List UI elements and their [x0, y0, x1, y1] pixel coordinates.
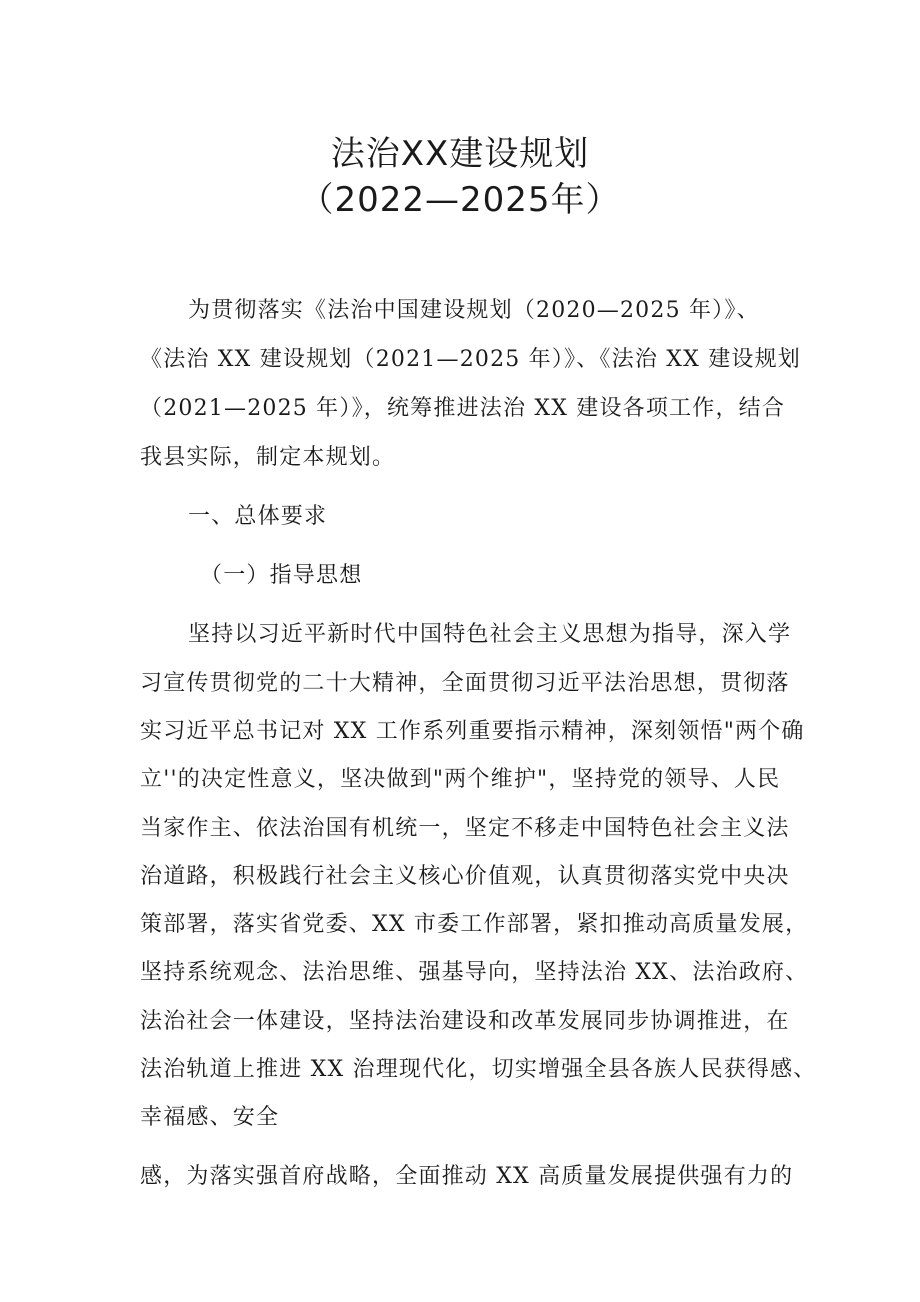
body-line: 法治轨道上推进 XX 治理现代化，切实增强全县各族人民获得感、	[140, 1057, 817, 1082]
body-line-continuation: 感，为落实强首府战略，全面推动 XX 高质量发展提供强有力的	[140, 1164, 794, 1189]
section-heading: 一、总体要求	[188, 504, 328, 529]
subsection-heading: （一）指导思想	[200, 563, 363, 588]
body-line: 法治社会一体建设，坚持法治建设和改革发展同步协调推进，在	[140, 1009, 790, 1034]
document-title: 法治XX建设规划	[330, 134, 590, 174]
body-line: 治道路，积极践行社会主义核心价值观，认真贯彻落实党中央决	[140, 864, 790, 889]
body-line: 当家作主、依法治国有机统一，坚定不移走中国特色社会主义法	[140, 816, 790, 841]
body-line: 策部署，落实省党委、XX 市委工作部署，紧扣推动高质量发展，	[140, 912, 809, 937]
intro-line: （2021—2025 年）》，统筹推进法治 XX 建设各项工作，结合	[140, 396, 786, 421]
intro-line: 为贯彻落实《法治中国建设规划（2020—2025 年）》、	[188, 298, 760, 323]
intro-line: 我县实际，制定本规划。	[140, 445, 396, 470]
body-line: 幸福感、安全	[140, 1105, 280, 1130]
body-line: 立''的决定性意义，坚决做到"两个维护"，坚持党的领导、人民	[140, 767, 781, 792]
intro-line: 《法治 XX 建设规划（2021—2025 年）》、《法治 XX 建设规划	[140, 347, 801, 372]
document-title-period: （2022—2025年）	[299, 180, 621, 220]
body-line: 坚持以习近平新时代中国特色社会主义思想为指导，深入学	[188, 622, 792, 647]
body-line: 习宣传贯彻党的二十大精神，全面贯彻习近平法治思想，贯彻落	[140, 671, 790, 696]
body-line: 坚持系统观念、法治思维、强基导向，坚持法治 XX、法治政府、	[140, 960, 809, 985]
body-line: 实习近平总书记对 XX 工作系列重要指示精神，深刻领悟"两个确	[140, 719, 805, 744]
